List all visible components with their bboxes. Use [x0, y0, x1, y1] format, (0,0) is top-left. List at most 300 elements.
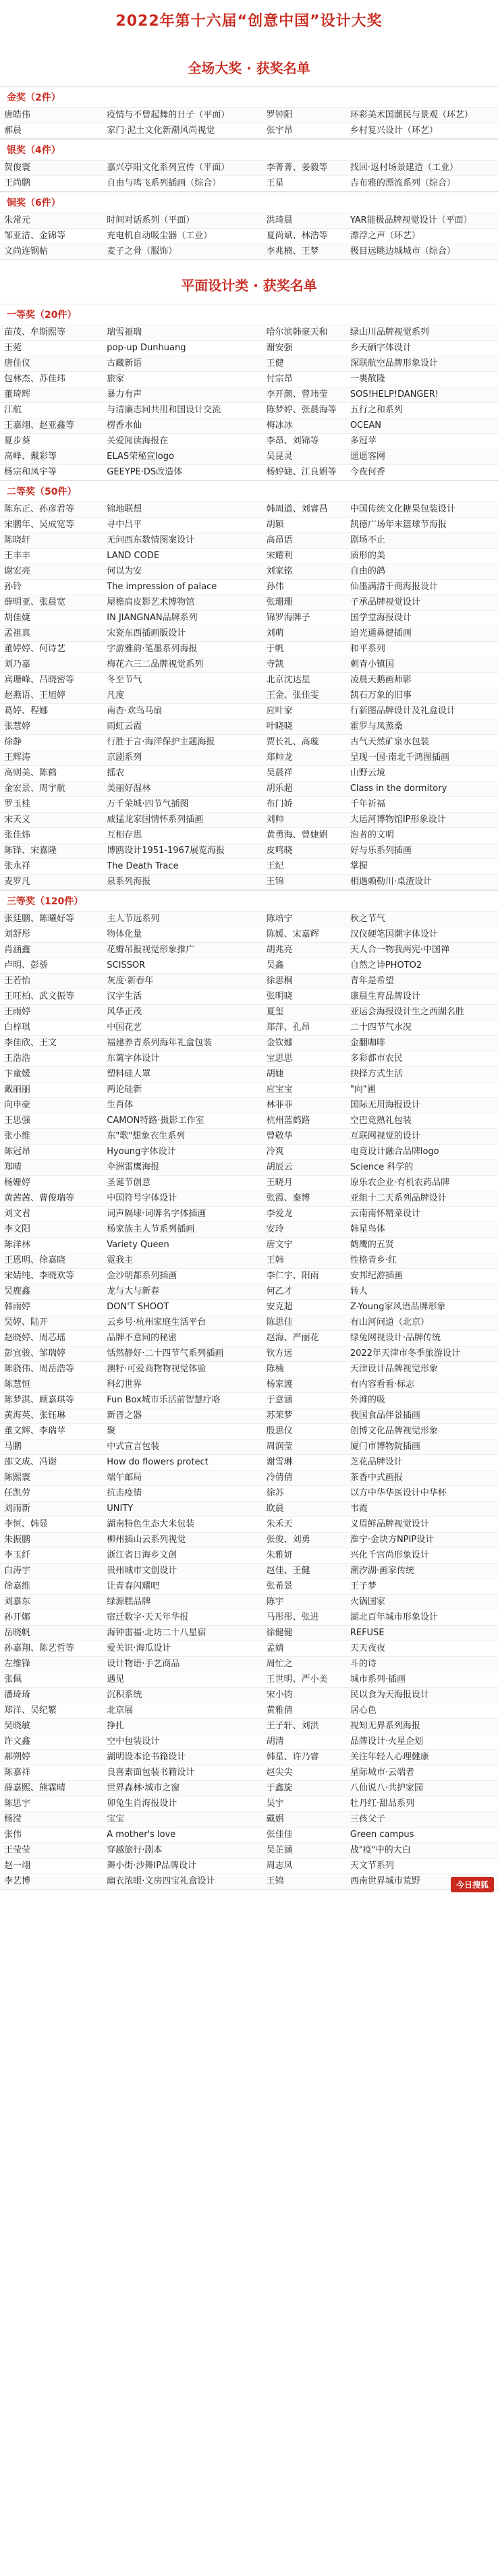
work-title: 楞香水仙: [107, 420, 142, 431]
work-title: 极目远眺边城城市（综合）: [350, 246, 455, 256]
work-title: 民以食为天海报设计: [350, 1690, 429, 1700]
table-row: [0, 734, 498, 750]
winner-name: 杨家渡: [266, 1379, 293, 1390]
work-title: REFUSE: [350, 1628, 385, 1638]
winner-name: 于鑫旋: [266, 1783, 293, 1793]
winner-name: 何乙才: [266, 1286, 293, 1296]
table-row: [0, 175, 498, 191]
winner-name: 陈楠: [266, 1364, 284, 1374]
work-title: 沉积系统: [107, 1690, 142, 1700]
winner-name: 张霞、秦博: [266, 1193, 310, 1203]
table-row: [0, 812, 498, 827]
section-title-graphic: 平面设计类 · 获奖名单: [181, 277, 317, 294]
winner-name: 王丰丰: [4, 551, 31, 561]
winner-name: 朱常元: [4, 215, 31, 225]
work-title: 淮宁·金块方NPIP设计: [350, 1535, 435, 1545]
work-title: 设计物语·手艺商品: [107, 1659, 180, 1669]
winner-name: 包林杰、苏佳玮: [4, 374, 66, 384]
work-title: 视知无界系列海报: [350, 1721, 420, 1731]
winner-name: 贺俊寰: [4, 163, 31, 173]
winner-name: 宾珊峰、吕晓密等: [4, 675, 75, 685]
winner-name: 张希景: [266, 1581, 293, 1591]
winner-name: 杨姗婷: [4, 1178, 31, 1188]
winner-name: 刘嘉东: [4, 1597, 31, 1607]
winner-name: 彭宜骏、邹瑞婷: [4, 1348, 66, 1359]
work-title: 端午邮局: [107, 1473, 142, 1483]
work-title: 中国传统文化糖果包装设计: [350, 504, 455, 514]
table-row: [0, 750, 498, 765]
work-title: 凡度: [107, 690, 125, 701]
work-title: 锦地联想: [107, 504, 142, 514]
winner-name: 王世明、严小美: [266, 1674, 328, 1684]
winner-name: 陈晓轩: [4, 535, 31, 545]
work-title: 康晨生育品牌设计: [350, 991, 420, 1002]
winner-name: 林菲菲: [266, 1100, 293, 1110]
winner-name: 张慧婷: [4, 721, 31, 732]
work-title: 瑞雪福瑞: [107, 327, 142, 337]
bronze-table: [0, 213, 498, 260]
winner-name: 李爱龙: [266, 1209, 293, 1219]
page-title: 2022年第十六届“创意中国”设计大奖: [115, 13, 383, 30]
work-title: 空中包装设计: [107, 1736, 160, 1747]
table-row: [0, 1594, 498, 1610]
winner-name: 邹亚洁、金锦等: [4, 231, 66, 241]
work-title: 关爱阅读海报在: [107, 436, 169, 446]
work-title: 麦子之骨（服饰）: [107, 246, 177, 256]
work-title: 我国食品伴景插画: [350, 1410, 420, 1421]
work-title: 美丽好湿林: [107, 784, 151, 794]
first-prize-table: [0, 325, 498, 481]
winner-name: 宝思思: [266, 1053, 293, 1064]
work-title: 2022年天津市冬季旅游设计: [350, 1348, 460, 1359]
work-title: 爱关识·海瓜设计: [107, 1643, 171, 1653]
winner-name: 吴宇: [266, 1799, 284, 1809]
work-title: 亚运会海报设计生之西湖名胜: [350, 1007, 464, 1017]
work-title: 战"疫"中的大白: [350, 1845, 411, 1855]
winner-name: 赵一翊: [4, 1861, 31, 1871]
work-title: 金翻咖啡: [350, 1038, 385, 1048]
work-title: 博鸥设计1951-1967展览海报: [107, 846, 225, 856]
table-row: [0, 1128, 498, 1144]
winner-name: 吴鑫: [266, 960, 284, 970]
work-title: 大运河博物馆IP形象设计: [350, 815, 446, 825]
table-row: [0, 1842, 498, 1858]
winner-name: 马彤彤、张进: [266, 1612, 319, 1622]
work-title: OCEAN: [350, 420, 381, 431]
table-row: [0, 626, 498, 641]
table-row: [0, 1222, 498, 1237]
winner-name: 王锦: [266, 1876, 284, 1886]
winner-name: 卞童媛: [4, 1069, 31, 1079]
tier-label-silver: 银奖（4件）: [0, 139, 498, 160]
work-title: 泡者的文明: [350, 830, 394, 840]
winner-name: 陈思宇: [4, 1799, 31, 1809]
winner-name: 陈媛、宋嘉辉: [266, 929, 319, 939]
winner-name: 王菀: [4, 343, 22, 353]
work-title: 塑料硅人罩: [107, 1069, 151, 1079]
work-title: 两论硅新: [107, 1085, 142, 1095]
winner-name: 付宗昂: [266, 374, 293, 384]
winner-name: 孙伟: [266, 582, 284, 592]
winner-name: 陈培宁: [266, 914, 293, 924]
work-title: DON'T SHOOT: [107, 1302, 169, 1312]
table-row: [0, 433, 498, 449]
winner-name: 文尚连钢帖: [4, 246, 49, 256]
winner-name: 郝晨: [4, 126, 22, 136]
work-title: 以方中华华医设计中华杯: [350, 1488, 447, 1498]
winner-name: 夏玺: [266, 1007, 284, 1017]
work-title: 二十四节气水况: [350, 1022, 412, 1033]
winner-name: 徐健健: [266, 1628, 293, 1638]
winner-name: 孟婧: [266, 1643, 284, 1653]
work-title: 宋瓷东西插画版设计: [107, 628, 186, 638]
winner-name: 张小维: [4, 1131, 31, 1141]
winner-name: 张永祥: [4, 861, 31, 871]
work-title: 掌握: [350, 861, 368, 871]
work-title: 吉布雅的漂流系列（综合）: [350, 178, 455, 188]
work-title: 穿越旅行·剧本: [107, 1845, 163, 1855]
table-row: [0, 228, 498, 244]
winner-name: 周志凤: [266, 1861, 293, 1871]
winner-name: 叶晓晓: [266, 721, 293, 732]
winner-name: 于帆: [266, 644, 284, 654]
winner-name: 赵燕语、王旭婷: [4, 690, 66, 701]
work-title: 国际无用海报设计: [350, 1100, 420, 1110]
table-row: [0, 213, 498, 228]
table-row: [0, 672, 498, 688]
winner-name: 王嘉翊、赵亚鑫等: [4, 420, 75, 431]
work-title: 万千荣城·四节气插图: [107, 799, 189, 809]
table-row: [0, 843, 498, 858]
work-title: 杨家族主人节系列插画: [107, 1224, 195, 1234]
winner-name: 刘萌: [266, 628, 284, 638]
work-title: 湖北百年城市形象设计: [350, 1612, 438, 1622]
work-title: 宝宝: [107, 1814, 125, 1824]
winner-name: 唐文宁: [266, 1240, 293, 1250]
winner-name: 胡颖: [266, 520, 284, 530]
table-row: [0, 1501, 498, 1516]
winner-name: 周忙之: [266, 1659, 293, 1669]
winner-name: 任凯劳: [4, 1488, 31, 1498]
work-title: LAND CODE: [107, 551, 160, 561]
table-row: [0, 1004, 498, 1020]
winner-name: 金宏景、周宇航: [4, 784, 66, 794]
work-title: 兴化千宫尚形象设计: [350, 1550, 429, 1560]
winner-name: 张俊、刘勇: [266, 1535, 310, 1545]
work-title: pop-up Dunhuang: [107, 343, 186, 353]
work-title: 屋檐肩皮影艺术博物馆: [107, 597, 195, 607]
winner-name: 麦罗凡: [4, 877, 31, 887]
work-title: 柳州插山云系列视觉: [107, 1535, 186, 1545]
table-row: [0, 1206, 498, 1222]
table-row: [0, 1315, 498, 1330]
winner-name: 陈嘉祥: [4, 1767, 31, 1778]
table-row: [0, 1408, 498, 1423]
work-title: 天人合一物我两宪·中国禅: [350, 945, 449, 955]
work-title: 漂浮之声（环艺）: [350, 231, 420, 241]
winner-name: 锦罗海牌子: [266, 613, 310, 623]
winner-name: 孙开娜: [4, 1612, 31, 1622]
work-title: 找回·返村场景建造（工业）: [350, 163, 458, 173]
winner-name: 李玉纤: [4, 1550, 31, 1560]
winner-name: 王若怡: [4, 976, 31, 986]
work-title: 汉字生活: [107, 991, 142, 1002]
winner-name: 董琦辉: [4, 389, 31, 400]
tier-label-third: 三等奖（120件）: [0, 890, 498, 911]
winner-name: 郑洋、吴纪繁: [4, 1705, 57, 1716]
winner-name: 苏茉梦: [266, 1410, 293, 1421]
work-title: 幽衣浓眼·文房四宝礼盒设计: [107, 1876, 215, 1886]
winner-name: 张明晓: [266, 991, 293, 1002]
table-row: [0, 1190, 498, 1206]
table-row: [0, 1361, 498, 1377]
table-row: [0, 1330, 498, 1346]
table-row: [0, 610, 498, 626]
work-title: 和平系列: [350, 644, 385, 654]
work-title: 金沙明都系列插画: [107, 1271, 177, 1281]
work-title: 字游雅韵·笔墨系列海报: [107, 644, 198, 654]
work-title: 绿源糕品牌: [107, 1597, 151, 1607]
work-title: 挣扎: [107, 1721, 125, 1731]
work-title: 花瓣吊报视觉形象推广: [107, 945, 195, 955]
work-title: 火锅国家: [350, 1597, 385, 1607]
winner-name: 曾敬华: [266, 1131, 293, 1141]
work-title: 剧场不止: [350, 535, 385, 545]
work-title: 中式宣言包装: [107, 1442, 160, 1452]
work-title: 中国花艺: [107, 1022, 142, 1033]
winner-name: 钦方远: [266, 1348, 293, 1359]
work-title: 韦霞: [350, 1504, 368, 1514]
work-title: 海钟雷福·北坊二十八星宿: [107, 1628, 206, 1638]
table-row: [0, 517, 498, 532]
winner-name: 杨婷婕、江良娟等: [266, 467, 337, 477]
winner-name: 张廷鹏、陈曦好等: [4, 914, 75, 924]
table-row: [0, 387, 498, 402]
work-title: 茶香中式画报: [350, 1473, 403, 1483]
work-title: 空巴竞熟礼包装: [350, 1116, 412, 1126]
work-title: A mother's love: [107, 1830, 176, 1840]
winner-name: 欧晨: [266, 1504, 284, 1514]
work-title: 雨虹云霞: [107, 721, 142, 732]
table-row: [0, 1470, 498, 1485]
work-title: Green campus: [350, 1830, 414, 1840]
winner-name: 徐苏: [266, 1488, 284, 1498]
table-row: [0, 989, 498, 1004]
work-title: 多冠苹: [350, 436, 377, 446]
work-title: How do flowers protect: [107, 1457, 209, 1467]
work-title: Fun Box城市乐活前智慧疗咯: [107, 1395, 221, 1405]
work-title: 国学堂海报设计: [350, 613, 412, 623]
table-row: [0, 927, 498, 942]
work-title: 浙江省日海乡文创: [107, 1550, 177, 1560]
work-title: SCISSOR: [107, 960, 146, 970]
work-title: 有山河问道（北京）: [350, 1317, 429, 1327]
table-row: [0, 356, 498, 371]
table-row: [0, 1113, 498, 1128]
work-title: The Death Trace: [107, 861, 179, 871]
winner-name: 江航: [4, 405, 22, 415]
work-title: 一裹散隆: [350, 374, 385, 384]
winner-name: 卢明、彭骄: [4, 960, 49, 970]
work-title: 遥遥客网: [350, 451, 385, 462]
winner-name: 孟祖真: [4, 628, 31, 638]
table-row: [0, 340, 498, 356]
work-title: 湖南特色生态大米包装: [107, 1519, 195, 1529]
winner-name: 陈东正、孙彦君等: [4, 504, 75, 514]
work-title: 居心色: [350, 1705, 377, 1716]
winner-name: 李佳欣、王文: [4, 1038, 57, 1048]
work-title: Class in the dormitory: [350, 784, 447, 794]
table-row: [0, 1082, 498, 1097]
work-title: 舞小街·沙舞IP品牌设计: [107, 1861, 197, 1871]
work-title: 家门·泥土文化新潮风尚视觉: [107, 126, 215, 136]
table-row: [0, 1268, 498, 1284]
winner-name: 韩星、许乃睿: [266, 1752, 319, 1762]
winner-name: 戴娟: [266, 1814, 284, 1824]
table-row: [0, 1159, 498, 1175]
work-title: 环彩美术国潮民与景观（环艺）: [350, 110, 473, 120]
work-title: 八仙说八·共护家园: [350, 1783, 423, 1793]
winner-name: 应叶家: [266, 706, 293, 716]
work-title: 绿山川品牌视觉系列: [350, 327, 429, 337]
winner-name: 李兆楠、王梦: [266, 246, 319, 256]
winner-name: 金钦娜: [266, 1038, 293, 1048]
work-title: 圣诞节创意: [107, 1178, 151, 1188]
work-title: 凯石万象的旧事: [350, 690, 412, 701]
work-title: 疫情与不曾起舞的日子（平面）: [107, 110, 230, 120]
winner-name: 贾长礼、高璇: [266, 737, 319, 747]
work-title: 性格青乡·红: [350, 1255, 397, 1265]
winner-name: 赵佳、王健: [266, 1566, 310, 1576]
table-row: [0, 874, 498, 889]
winner-name: 郑晴: [4, 1162, 22, 1172]
winner-name: 董文辉、李瑞苹: [4, 1426, 66, 1436]
winner-name: 宋鹏年、吴成宽等: [4, 520, 75, 530]
winner-name: 吴晨祥: [266, 768, 293, 778]
winner-name: 罗玉桂: [4, 799, 31, 809]
table-row: [0, 1175, 498, 1190]
table-row: [0, 765, 498, 781]
table-row: [0, 1687, 498, 1703]
table-row: [0, 1547, 498, 1563]
winner-name: 李菁菁、姜毅等: [266, 163, 328, 173]
winner-name: 徐思桐: [266, 976, 293, 986]
winner-name: 徐静: [4, 737, 22, 747]
winner-name: 胡兆亮: [266, 945, 293, 955]
winner-name: 安玲: [266, 1224, 284, 1234]
table-row: [0, 858, 498, 874]
winner-name: 刘雨新: [4, 1504, 31, 1514]
winner-name: 白梓琪: [4, 1022, 31, 1033]
work-title: 梅花六三二品牌视觉系列: [107, 659, 204, 669]
winner-name: 罗钟阳: [266, 110, 293, 120]
work-title: 霍罗与凤蒸桑: [350, 721, 403, 732]
table-row: [0, 1097, 498, 1113]
winner-name: 洪琦晨: [266, 215, 293, 225]
table-row: [0, 1144, 498, 1159]
winner-name: 赵晓婷、周芯瑶: [4, 1333, 66, 1343]
work-title: 恬然静好·二十四节气系列插画: [107, 1348, 224, 1359]
work-title: 牡丹红·甜品系列: [350, 1799, 414, 1809]
table-row: [0, 1765, 498, 1780]
winner-name: 唐佳仪: [4, 358, 31, 368]
winner-name: 黄海英、张钰琳: [4, 1410, 66, 1421]
table-row: [0, 827, 498, 843]
table-row: [0, 1237, 498, 1253]
work-title: 芝花品牌设计: [350, 1457, 403, 1467]
winner-name: 陈骁伟、周岳浩等: [4, 1364, 75, 1374]
table-row: [0, 1811, 498, 1827]
work-title: 龙与大与新春: [107, 1286, 160, 1296]
winner-name: 皮鸣晓: [266, 846, 293, 856]
winner-name: 郑帅龙: [266, 752, 293, 763]
work-title: 青年是希望: [350, 976, 394, 986]
winner-name: 王思强: [4, 1116, 31, 1126]
winner-name: 刘家铭: [266, 566, 293, 576]
winner-name: 王莹莹: [4, 1845, 31, 1855]
work-title: 主人节远系列: [107, 914, 160, 924]
winner-name: 韩周道、刘睿昌: [266, 504, 328, 514]
table-row: [0, 942, 498, 958]
tier-label-second: 二等奖（50件）: [0, 481, 498, 501]
site-logo: 今日搜狐: [451, 1877, 494, 1892]
table-row: [0, 1780, 498, 1796]
table-row: [0, 796, 498, 812]
work-title: 让青春闪耀吧: [107, 1581, 160, 1591]
work-title: 汉仪硬笔国潮字体设计: [350, 929, 438, 939]
table-row: [0, 688, 498, 703]
work-title: 行胜于言·海洋保护主题海报: [107, 737, 215, 747]
table-row: [0, 1035, 498, 1051]
table-row: [0, 1641, 498, 1656]
winner-name: 哈尔滨韩豪天和: [266, 327, 328, 337]
winner-name: 胡乐超: [266, 784, 293, 794]
work-title: 物体化量: [107, 929, 142, 939]
work-title: 自由与鸣飞系列插画（综合）: [107, 178, 221, 188]
work-title: 良喜素面包装书籍设计: [107, 1767, 195, 1778]
work-title: 星际城市·云端者: [350, 1767, 414, 1778]
winner-name: 董婷婷、何诗艺: [4, 644, 66, 654]
work-title: 外滩的吸: [350, 1395, 385, 1405]
table-row: [0, 1392, 498, 1408]
work-title: 科幻世界: [107, 1379, 142, 1390]
winner-name: 刘舒彤: [4, 929, 31, 939]
winner-name: 应宝宝: [266, 1085, 293, 1095]
winner-name: 高昂语: [266, 535, 293, 545]
table-row: [0, 1656, 498, 1672]
winner-name: 胡佳婕: [4, 613, 31, 623]
work-title: 充电机自动吸尘器（工业）: [107, 231, 213, 241]
winner-name: 夏尚斌、林浩等: [266, 231, 328, 241]
table-row: [0, 657, 498, 672]
work-title: IN JIANGNAN品牌系列: [107, 613, 198, 623]
work-title: 泉系列海报: [107, 877, 151, 887]
winner-name: 王浩浩: [4, 1053, 31, 1064]
section-title-overall: 全场大奖 · 获奖名单: [188, 60, 310, 76]
winner-name: 吴鹿鑫: [4, 1286, 31, 1296]
gold-table: [0, 107, 498, 139]
table-row: [0, 1299, 498, 1315]
table-row: [0, 973, 498, 989]
work-title: 冬至节气: [107, 675, 142, 685]
tier-label-gold: 金奖（2件）: [0, 86, 498, 107]
work-title: 湖明设本论书籍设计: [107, 1752, 186, 1762]
work-title: 转人: [350, 1286, 368, 1296]
work-title: 卯兔生肖海报设计: [107, 1799, 177, 1809]
work-title: 暴力有声: [107, 389, 142, 400]
work-title: 韩星鸟体: [350, 1224, 385, 1234]
winner-name: 殷思仪: [266, 1426, 293, 1436]
